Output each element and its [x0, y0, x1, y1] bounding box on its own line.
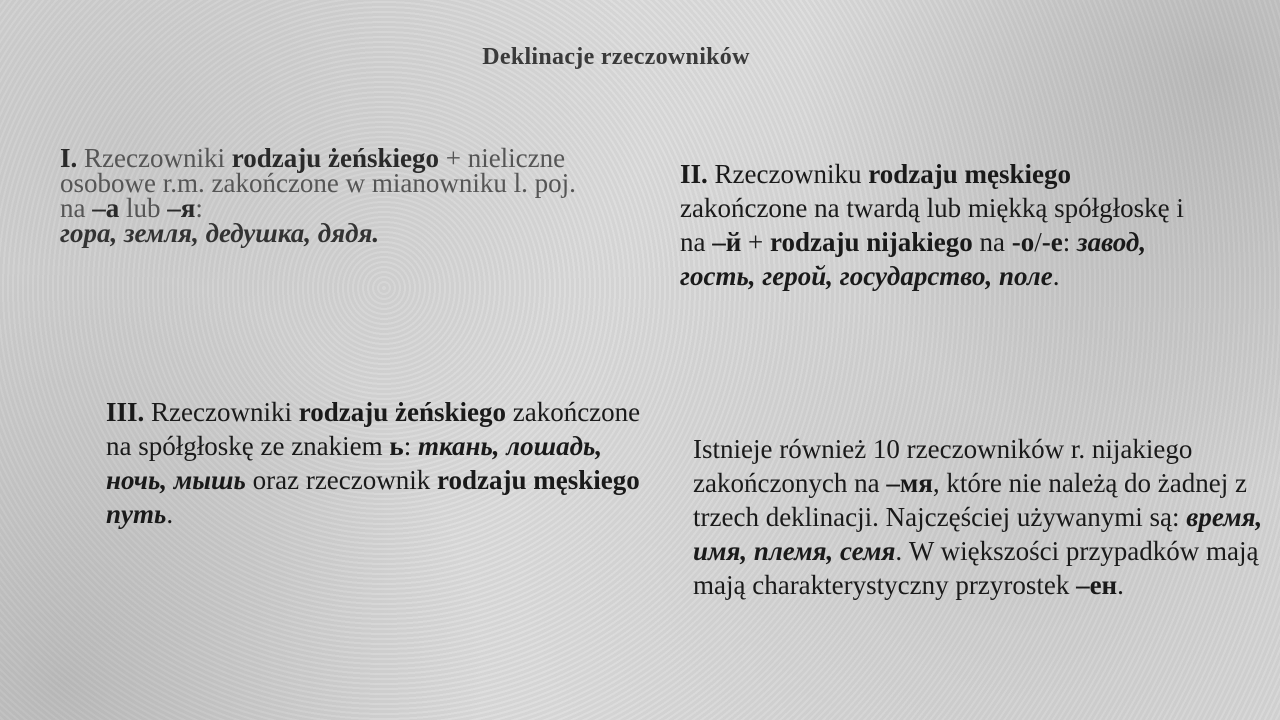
- examples: время, имя, племя, семя: [693, 502, 1263, 566]
- text: +: [741, 227, 771, 257]
- text: Rzeczowniki: [144, 397, 299, 427]
- suffix-en: –ен: [1076, 570, 1118, 600]
- text: lub: [119, 193, 168, 223]
- ending-e: -е: [1041, 227, 1063, 257]
- examples: ткань, лошадь, ночь, мышь: [106, 431, 603, 495]
- declension-2-paragraph: [680, 157, 1200, 293]
- text: zakończone na twardą lub miękką spółgłoskę i na: [680, 193, 1184, 257]
- examples: завод, гость, герой, государство, поле: [680, 227, 1147, 291]
- examples: гора, земля, дедушка, дядя.: [60, 218, 380, 248]
- text: oraz rzeczownik: [245, 465, 438, 495]
- gender-term-masculine: rodzaju męskiego: [437, 465, 640, 495]
- soft-sign: ь: [389, 431, 404, 461]
- declension-3-paragraph: [106, 395, 646, 531]
- gender-term-neuter: rodzaju nijakiego: [770, 227, 973, 257]
- slide-title: Deklinacje rzeczowników: [482, 44, 750, 70]
- text: Rzeczowniki: [77, 143, 232, 173]
- heteroclite-nouns-paragraph: [693, 432, 1273, 602]
- example-put: путь: [106, 499, 167, 529]
- ending-y: –й: [712, 227, 742, 257]
- gender-term: rodzaju żeńskiego: [231, 143, 439, 173]
- declension-1-paragraph: [60, 143, 600, 248]
- text: :: [403, 431, 418, 461]
- declension-1-number: I.: [60, 143, 78, 173]
- text: .: [166, 499, 174, 529]
- text: , które nie należą do żadnej z trzech deklinacji. Najczęściej używanymi są:: [693, 468, 1247, 532]
- declension-3-number: III.: [106, 397, 145, 427]
- text: zakończone na spółgłoskę ze znakiem: [106, 397, 641, 461]
- ending-ya: –я: [167, 193, 196, 223]
- gender-term: rodzaju męskiego: [868, 159, 1071, 189]
- text: . W większości przypadków mają mają charakterystyczny przyrostek: [693, 536, 1259, 600]
- text: Istnieje również 10 rzeczowników r. nijakiego zakończonych na: [693, 434, 1193, 498]
- text: .: [1052, 261, 1060, 291]
- text: na: [972, 227, 1012, 257]
- declension-2-number: II.: [680, 159, 708, 189]
- text: + nieliczne osobowe r.m. zakończone w mianowniku l. poj. na: [60, 143, 576, 223]
- text: Rzeczowniku: [707, 159, 869, 189]
- text: :: [1062, 227, 1078, 257]
- text: .: [1117, 570, 1124, 600]
- ending-a: –а: [92, 193, 120, 223]
- text: :: [195, 193, 203, 223]
- gender-term: rodzaju żeńskiego: [298, 397, 506, 427]
- ending-o: -о: [1011, 227, 1035, 257]
- text: /: [1034, 227, 1042, 257]
- ending-mya: –мя: [886, 468, 933, 498]
